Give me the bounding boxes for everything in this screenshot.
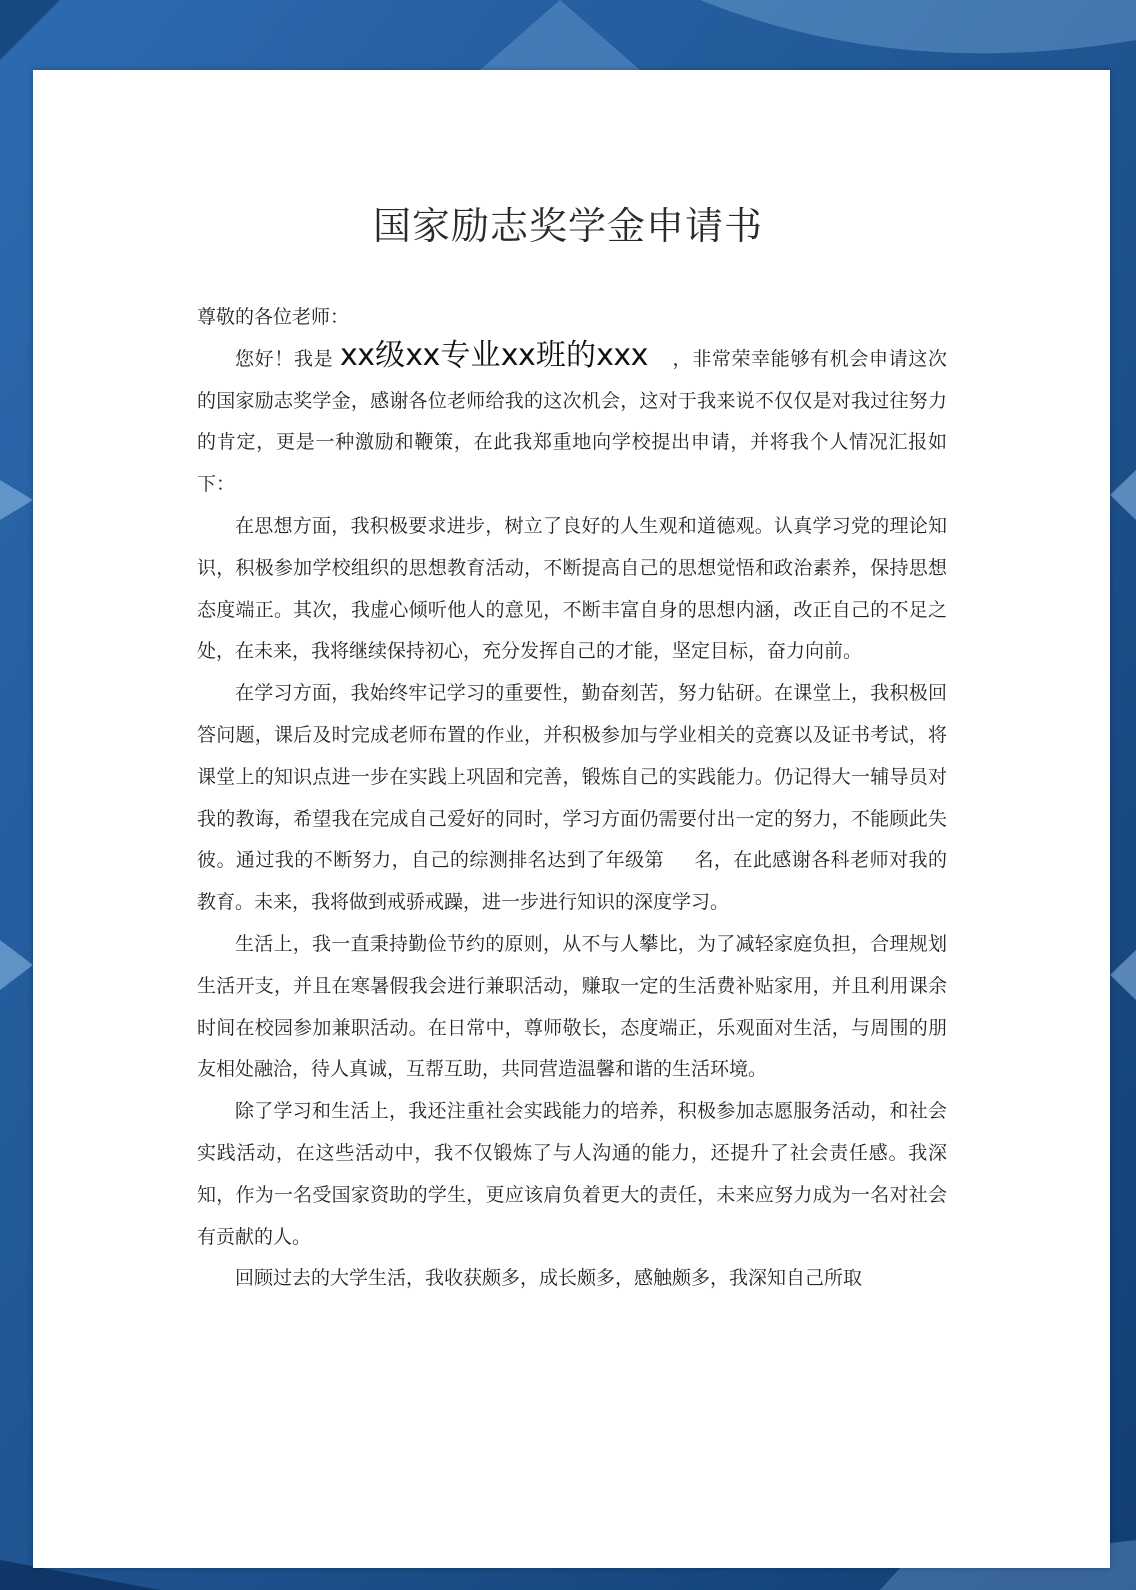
name-fill-text: xx级xx专业xx班的xxx — [339, 337, 648, 373]
paragraph-thought: 在思想方面，我积极要求进步，树立了良好的人生观和道德观。认真学习党的理论知识，积极参加学校组织的思想教育活动，不断提高自己的思想觉悟和政治素养，保持思想态度端正。其次，我虚心倾听他人的意见，不断丰富自身的思想内涵，改正自己的不足之处，在未来，我将继续保持初心，充分发挥自己的才能，坚定目标，奋力向前。 — [197, 514, 947, 663]
intro-suffix: ，非常荣幸能够有机会申请这次的国家励志奖学金，感谢各位老师给我的这次机会，这对于我来说不仅仅是对我过往努力的肯定，更是一种激励和鞭策，在此我郑重地向学校提出申请，并将我个人情况汇报如下： — [197, 347, 947, 496]
study-text-part1: 在学习方面，我始终牢记学习的重要性，勤奋刻苦，努力钻研。在课堂上，我积极回答问题，课后及时完成老师布置的作业，并积极参加与学业相关的竞赛以及证书考试，将课堂上的知识点进一步在实践上巩固和完善，锻炼自己的实践能力。仍记得大一辅导员对我的教诲，希望我在完成自己爱好的同时，学习方面仍需要付出一定的努力，不能顾此失彼。通过我的不断努力，自己的综测排名达到了年级第 — [197, 682, 947, 872]
salutation: 尊敬的各位老师： — [197, 306, 350, 328]
document-body — [197, 297, 947, 1300]
paragraph-life: 生活上，我一直秉持勤俭节约的原则，从不与人攀比，为了减轻家庭负担，合理规划生活开支，并且在寒暑假我会进行兼职活动，赚取一定的生活费补贴家用，并且利用课余时间在校园参加兼职活动。在日常中，尊师敬长，态度端正，乐观面对生活，与周围的朋友相处融洽，待人真诚，互帮互助，共同营造温馨和谐的生活环境。 — [197, 932, 947, 1081]
paragraph-review: 回顾过去的大学生活，我收获颇多，成长颇多，感触颇多，我深知自己所取 — [235, 1267, 863, 1290]
paragraph-study — [197, 673, 947, 924]
study-text-part2: 名，在此感谢各科老师对我的教育。未来，我将做到戒骄戒躁，进一步进行知识的深度学习。 — [197, 849, 947, 914]
intro-prefix: 您好！我是 — [235, 347, 334, 370]
intro-paragraph — [197, 339, 947, 506]
paragraph-practice: 除了学习和生活上，我还注重社会实践能力的培养，积极参加志愿服务活动，和社会实践活动，在这些活动中，我不仅锻炼了与人沟通的能力，还提升了社会责任感。我深知，作为一名受国家资助的学生，更应该肩负着更大的责任，未来应努力成为一名对社会有贡献的人。 — [197, 1100, 947, 1248]
document-title: 国家励志奖学金申请书 — [372, 204, 763, 248]
